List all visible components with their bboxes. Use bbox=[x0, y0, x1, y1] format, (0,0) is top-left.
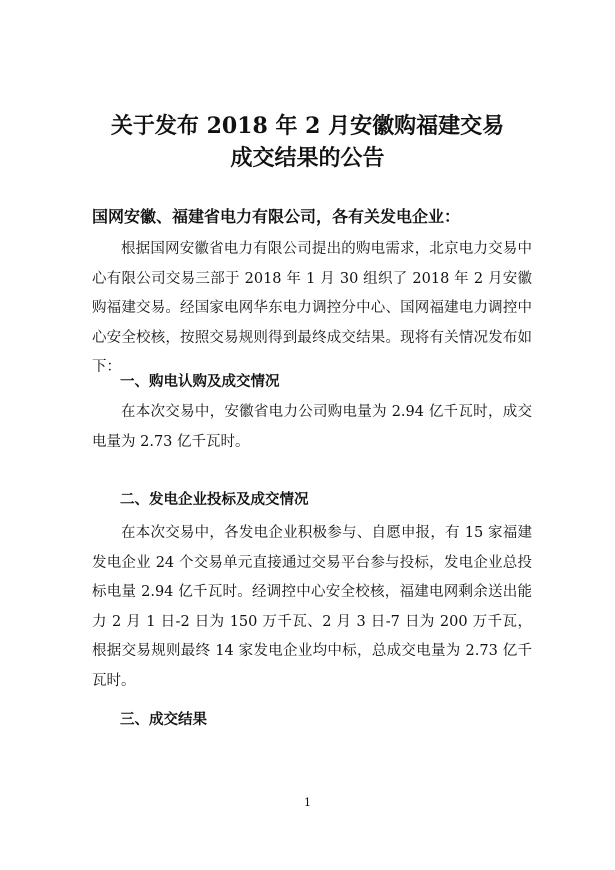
section-2-heading: 二、发电企业投标及成交情况 bbox=[120, 491, 309, 508]
document-title-line-1: 关于发布 2018 年 2 月安徽购福建交易 bbox=[110, 113, 505, 139]
intro-paragraph: 根据国网安徽省电力有限公司提出的购电需求，北京电力交易中心有限公司交易三部于 2018 年 1 月 30 组织了 2018 年 2 月安徽购福建交易。经国家电网华东电力调控分中心、国网福建电力调控中心安全校核，按照交易规则得到最终成交结果。现将有关情况发布如下： bbox=[92, 241, 532, 375]
section-1-body: 在本次交易中，安徽省电力公司购电量为 2.94 亿千瓦时，成交电量为 2.73 亿千瓦时。 bbox=[92, 404, 532, 450]
section-3-heading: 三、成交结果 bbox=[120, 711, 207, 728]
page-number: 1 bbox=[304, 796, 311, 809]
salutation: 国网安徽、福建省电力有限公司，各有关发电企业： bbox=[92, 207, 461, 226]
section-1-heading: 一、购电认购及成交情况 bbox=[120, 373, 280, 390]
section-2-body: 在本次交易中，各发电企业积极参与、自愿申报，有 15 家福建发电企业 24 个交易单元直接通过交易平台参与投标，发电企业总投标电量 2.94 亿千瓦时。经调控中心安全校核，福建电网剩余送出能力 2 月 1 日-2 日为 150 万千瓦、2 月 3 日-7 日为 200 万千瓦，根据交易规则最终 14 家发电企业均中标，总成交电量为 2.73 亿千瓦时。 bbox=[92, 525, 532, 689]
document-title-line-2: 成交结果的公告 bbox=[230, 145, 385, 171]
